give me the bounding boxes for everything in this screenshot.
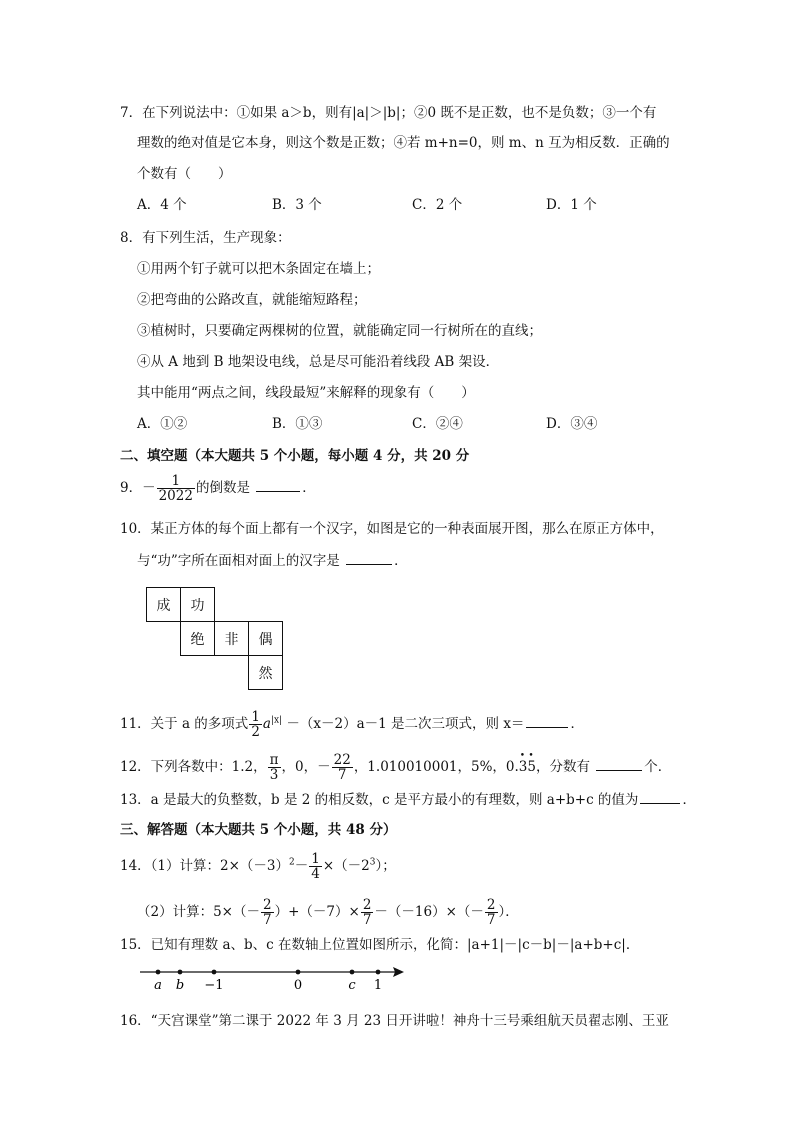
label-b: b [175,978,185,993]
label-a: a [154,978,162,993]
q11-var: a [262,716,271,732]
point-b [178,970,183,975]
q14-p2-fraction-c [485,898,498,927]
q14-p2-fraction-a [261,898,274,927]
q13-text: 13．a 是最大的负整数，b 是 2 的相反数，c 是平方最小的有理数，则 a+b+c 的值为 [120,792,639,808]
section2-heading: 二、填空题（本大题共 5 个小题，每小题 4 分，共 20 分 [120,448,470,464]
q9-fraction [157,474,195,503]
q15-text: 15．已知有理数 a、b、c 在数轴上位置如图所示，化简：|a+1|－|c－b|－|a+b+c|． [120,937,640,953]
q12-fraction [332,753,353,782]
q11-exp: |x| [270,715,283,726]
q14-p2-end: ）． [498,904,519,920]
q10-line2 [137,551,408,570]
q12-f-num: 22 [333,752,351,768]
q14-p1-mid: － [294,858,309,874]
q7-option-a: A．4 个 [137,197,187,213]
q11 [120,710,584,739]
q9-prefix: 9．－ [120,480,156,496]
label-c: c [348,978,356,993]
q12-pi-fraction [268,753,281,782]
q11-prefix: 11．关于 a 的多项式 [120,716,249,732]
q14-p1-end: ）； [375,858,396,874]
q12-repeat-digit-1: • 3 [519,758,528,776]
q7-option-b: B．3 个 [272,197,322,213]
point-a [156,970,161,975]
q9-den: 2022 [158,488,193,504]
net-cell-ou: 偶 [248,621,283,656]
point-c [350,970,355,975]
q10-line1: 10．某正方体的每个面上都有一个汉字，如图是它的一种表面展开图，那么在原正方体中， [120,521,664,537]
q11-answer-blank[interactable] [526,714,568,728]
q14-p1-fraction [309,852,322,881]
q12-repeat-digit-2: • 5 [527,758,536,776]
q14-p2-fraction-b [361,898,374,927]
q12-prefix: 12．下列各数中：1.2， [120,759,267,775]
q12-f-den: 7 [332,767,353,782]
label-zero: 0 [293,978,303,993]
q14-p1-rest: ×（－2 [322,858,370,874]
q7-line3: 个数有（ ） [137,166,232,182]
q12-answer-blank[interactable] [596,757,642,771]
q8-option-d: D．③④ [546,416,598,432]
q11-num: 1 [251,709,260,725]
q9-num: 1 [171,473,181,489]
q10-line2-text: 与“功”字所在面相对面上的汉字是 [137,553,340,569]
q14-part1 [120,852,396,881]
q14-p1-exp: 2 [289,857,295,868]
q14-p1-exp2: 3 [369,857,376,868]
q7-line1: 7．在下列说法中：①如果 a＞b，则有|a|＞|b|；②0 既不是正数，也不是负数；③一个有 [120,105,657,121]
q12-rest: ，1.010010001，5%，0. [353,759,519,775]
q8-question: 其中能用“两点之间，线段最短”来解释的现象有（ ） [137,385,475,401]
q8-item-3: ③植树时，只要确定两棵树的位置，就能确定同一行树所在的直线； [137,323,542,339]
section3-heading: 三、解答题（本大题共 5 个小题，共 48 分） [120,822,397,838]
q12-pi-num: π [269,752,279,768]
q16-text: 16．“天宫课堂”第二课于 2022 年 3 月 23 日开讲啦！神舟十三号乘组航天员翟志刚、王亚 [120,1013,669,1029]
q12-end: 个． [644,759,672,775]
net-cell-fei: 非 [214,621,249,656]
q10-end: ． [394,553,408,569]
q12-mid: ，0，－ [281,759,331,775]
q12 [120,753,671,782]
q14-p2-prefix: （2）计算：5×（－ [137,904,260,920]
q12-pi-den: 3 [268,767,281,782]
q8-option-c: C．②④ [412,416,463,432]
q12-tail: ，分数有 [535,759,590,775]
q14-p2-b-num: 2 [362,897,372,913]
q8-option-b: B．①③ [272,416,323,432]
q14-p2-a-num: 2 [263,897,272,913]
label-one: 1 [373,978,383,993]
q14-p1-num: 1 [311,851,320,867]
q14-p2-c-den: 7 [486,912,496,928]
point-neg1 [212,970,217,975]
q14-p2-a-den: 7 [263,912,272,928]
q8-option-a: A．①② [137,416,188,432]
q7-line2: 理数的绝对值是它本身，则这个数是正数；④若 m+n=0，则 m、n 互为相反数．正确的 [137,135,670,151]
q8-item-1: ①用两个钉子就可以把木条固定在墙上； [137,261,380,277]
q11-end: ． [570,716,584,732]
point-one [376,970,381,975]
q14-p2-b-den: 7 [362,912,372,928]
q8-stem: 8．有下列生活，生产现象： [120,230,291,246]
net-cell-ran: 然 [248,655,283,690]
q14-p2-mid2: －（－16）×（－ [374,904,484,920]
label-neg1: −1 [204,978,224,993]
net-cell-gong: 功 [180,587,215,622]
q8-item-2: ②把弯曲的公路改直，就能缩短路程； [137,292,367,308]
q14-p1-den: 4 [311,866,320,882]
q13-answer-blank[interactable] [640,790,680,804]
q13 [120,790,696,809]
q11-den: 2 [251,724,260,740]
q8-item-4: ④从 A 地到 B 地架设电线，总是尽可能沿着线段 AB 架设． [137,354,500,370]
q14-p1-prefix: 14．（1）计算：2×（－3） [120,858,290,874]
point-zero [296,970,301,975]
q7-option-d: D．1 个 [546,197,597,213]
q14-p2-mid1: ）+（－7）× [274,904,360,920]
number-line-figure [130,962,410,994]
q9 [120,474,316,503]
net-cell-cheng: 成 [146,587,181,622]
q11-fraction [249,710,262,739]
cube-net-figure [146,587,282,689]
q9-answer-blank[interactable] [256,478,300,492]
q14-part2 [137,898,519,927]
q9-end: ． [302,480,316,496]
q9-suffix: 的倒数是 [195,480,250,496]
net-cell-jue: 绝 [180,621,215,656]
q14-p2-c-num: 2 [486,897,496,913]
q7-option-c: C．2 个 [412,197,463,213]
q13-end: ． [682,792,696,808]
q11-rest: －（x－2）a－1 是二次三项式，则 x＝ [282,716,525,732]
q10-answer-blank[interactable] [346,551,392,565]
